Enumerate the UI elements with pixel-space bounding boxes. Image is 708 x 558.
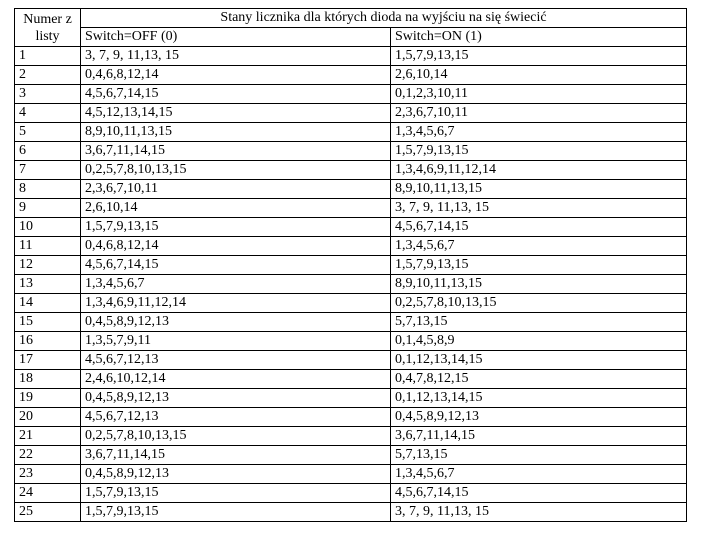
switch-off-states-cell: 0,4,6,8,12,14 xyxy=(81,237,391,256)
row-number-cell: 7 xyxy=(15,161,81,180)
row-number-cell: 19 xyxy=(15,389,81,408)
table-row xyxy=(15,256,687,275)
switch-off-states-cell: 4,5,6,7,12,13 xyxy=(81,408,391,427)
row-number-cell: 8 xyxy=(15,180,81,199)
table-row xyxy=(15,465,687,484)
row-number-cell: 12 xyxy=(15,256,81,275)
switch-off-states-cell: 1,5,7,9,13,15 xyxy=(81,503,391,522)
switch-on-states-cell: 3, 7, 9, 11,13, 15 xyxy=(391,199,687,218)
switch-off-states-cell: 2,6,10,14 xyxy=(81,199,391,218)
table-row xyxy=(15,123,687,142)
table-row xyxy=(15,389,687,408)
row-number-cell: 4 xyxy=(15,104,81,123)
switch-on-states-cell: 1,3,4,5,6,7 xyxy=(391,123,687,142)
counter-states-table xyxy=(14,8,687,522)
table-row xyxy=(15,142,687,161)
switch-on-states-cell: 5,7,13,15 xyxy=(391,446,687,465)
switch-off-states-cell: 0,2,5,7,8,10,13,15 xyxy=(81,427,391,446)
switch-off-states-cell: 3,6,7,11,14,15 xyxy=(81,446,391,465)
table-row xyxy=(15,484,687,503)
switch-on-states-cell: 1,5,7,9,13,15 xyxy=(391,47,687,66)
header-number-column xyxy=(15,9,81,47)
row-number-cell: 20 xyxy=(15,408,81,427)
table-row xyxy=(15,294,687,313)
table-row xyxy=(15,275,687,294)
header-switch-off: Switch=OFF (0) xyxy=(81,28,391,47)
table-row xyxy=(15,180,687,199)
table-row xyxy=(15,66,687,85)
switch-on-states-cell: 0,1,12,13,14,15 xyxy=(391,389,687,408)
switch-on-states-cell: 0,1,4,5,8,9 xyxy=(391,332,687,351)
switch-on-states-cell: 1,3,4,5,6,7 xyxy=(391,237,687,256)
header-group-title: Stany licznika dla których dioda na wyjściu na się świecić xyxy=(81,9,687,28)
table-row xyxy=(15,85,687,104)
switch-off-states-cell: 0,4,5,8,9,12,13 xyxy=(81,313,391,332)
switch-on-states-cell: 1,5,7,9,13,15 xyxy=(391,256,687,275)
table-row xyxy=(15,161,687,180)
switch-on-states-cell: 8,9,10,11,13,15 xyxy=(391,275,687,294)
row-number-cell: 24 xyxy=(15,484,81,503)
switch-off-states-cell: 1,3,4,5,6,7 xyxy=(81,275,391,294)
switch-off-states-cell: 4,5,6,7,14,15 xyxy=(81,85,391,104)
header-switch-on: Switch=ON (1) xyxy=(391,28,687,47)
row-number-cell: 21 xyxy=(15,427,81,446)
row-number-cell: 5 xyxy=(15,123,81,142)
row-number-cell: 13 xyxy=(15,275,81,294)
switch-off-states-cell: 1,3,4,6,9,11,12,14 xyxy=(81,294,391,313)
row-number-cell: 22 xyxy=(15,446,81,465)
table-row xyxy=(15,408,687,427)
table-row xyxy=(15,446,687,465)
switch-on-states-cell: 8,9,10,11,13,15 xyxy=(391,180,687,199)
row-number-cell: 18 xyxy=(15,370,81,389)
switch-on-states-cell: 3, 7, 9, 11,13, 15 xyxy=(391,503,687,522)
table-row xyxy=(15,370,687,389)
table-row xyxy=(15,351,687,370)
table-row xyxy=(15,427,687,446)
switch-on-states-cell: 0,2,5,7,8,10,13,15 xyxy=(391,294,687,313)
switch-off-states-cell: 0,4,5,8,9,12,13 xyxy=(81,465,391,484)
switch-on-states-cell: 1,3,4,5,6,7 xyxy=(391,465,687,484)
switch-on-states-cell: 3,6,7,11,14,15 xyxy=(391,427,687,446)
header-number-line1: Numer z xyxy=(23,11,72,27)
switch-on-states-cell: 1,5,7,9,13,15 xyxy=(391,142,687,161)
table-row xyxy=(15,237,687,256)
row-number-cell: 14 xyxy=(15,294,81,313)
switch-on-states-cell: 4,5,6,7,14,15 xyxy=(391,218,687,237)
switch-off-states-cell: 3,6,7,11,14,15 xyxy=(81,142,391,161)
subheader-row xyxy=(15,28,687,47)
row-number-cell: 3 xyxy=(15,85,81,104)
row-number-cell: 25 xyxy=(15,503,81,522)
switch-off-states-cell: 1,3,5,7,9,11 xyxy=(81,332,391,351)
switch-off-states-cell: 1,5,7,9,13,15 xyxy=(81,484,391,503)
switch-off-states-cell: 8,9,10,11,13,15 xyxy=(81,123,391,142)
row-number-cell: 2 xyxy=(15,66,81,85)
switch-off-states-cell: 0,2,5,7,8,10,13,15 xyxy=(81,161,391,180)
switch-off-states-cell: 3, 7, 9, 11,13, 15 xyxy=(81,47,391,66)
switch-on-states-cell: 2,6,10,14 xyxy=(391,66,687,85)
table-row xyxy=(15,199,687,218)
switch-off-states-cell: 4,5,12,13,14,15 xyxy=(81,104,391,123)
switch-off-states-cell: 0,4,5,8,9,12,13 xyxy=(81,389,391,408)
switch-on-states-cell: 1,3,4,6,9,11,12,14 xyxy=(391,161,687,180)
switch-off-states-cell: 2,4,6,10,12,14 xyxy=(81,370,391,389)
table-row xyxy=(15,47,687,66)
switch-on-states-cell: 5,7,13,15 xyxy=(391,313,687,332)
row-number-cell: 15 xyxy=(15,313,81,332)
switch-off-states-cell: 4,5,6,7,12,13 xyxy=(81,351,391,370)
header-row xyxy=(15,9,687,28)
table-row xyxy=(15,218,687,237)
switch-on-states-cell: 0,4,5,8,9,12,13 xyxy=(391,408,687,427)
row-number-cell: 10 xyxy=(15,218,81,237)
switch-off-states-cell: 1,5,7,9,13,15 xyxy=(81,218,391,237)
row-number-cell: 23 xyxy=(15,465,81,484)
row-number-cell: 9 xyxy=(15,199,81,218)
table-row xyxy=(15,503,687,522)
switch-on-states-cell: 2,3,6,7,10,11 xyxy=(391,104,687,123)
header-number-line2: listy xyxy=(35,28,60,44)
table-row xyxy=(15,332,687,351)
table-row xyxy=(15,313,687,332)
switch-on-states-cell: 0,1,12,13,14,15 xyxy=(391,351,687,370)
switch-off-states-cell: 2,3,6,7,10,11 xyxy=(81,180,391,199)
row-number-cell: 6 xyxy=(15,142,81,161)
table-row xyxy=(15,104,687,123)
row-number-cell: 1 xyxy=(15,47,81,66)
table-body xyxy=(15,9,687,522)
row-number-cell: 11 xyxy=(15,237,81,256)
switch-off-states-cell: 4,5,6,7,14,15 xyxy=(81,256,391,275)
row-number-cell: 16 xyxy=(15,332,81,351)
switch-on-states-cell: 0,1,2,3,10,11 xyxy=(391,85,687,104)
row-number-cell: 17 xyxy=(15,351,81,370)
switch-off-states-cell: 0,4,6,8,12,14 xyxy=(81,66,391,85)
switch-on-states-cell: 0,4,7,8,12,15 xyxy=(391,370,687,389)
switch-on-states-cell: 4,5,6,7,14,15 xyxy=(391,484,687,503)
